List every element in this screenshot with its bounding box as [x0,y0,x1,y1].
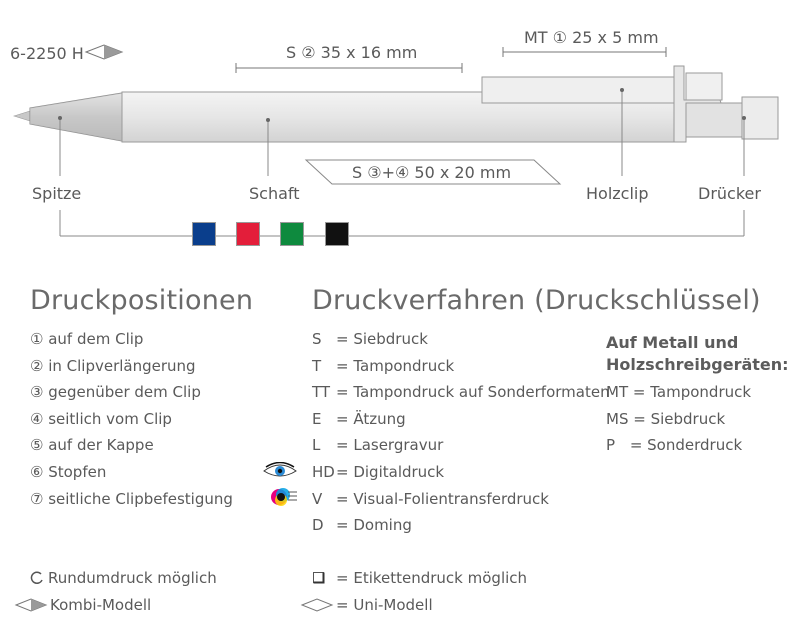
visual-transfer-icon [270,485,298,509]
article-number: 6-2250 H [10,44,84,63]
method-desc: = Digitaldruck [336,463,445,481]
combi-model-icon [86,45,122,59]
pen-illustration [0,0,800,260]
method-code: TT [312,383,331,401]
position-item: ⑦ seitliche Clipbefestigung [30,490,233,508]
label-tip: Spitze [32,184,82,203]
label-clip: Holzclip [586,184,649,203]
color-swatch-green[interactable] [280,222,304,246]
eye-icon [262,462,298,480]
method-desc: = Tampondruck auf Sonderformaten [336,383,610,401]
method-code: L [312,436,321,454]
method-desc: = Doming [336,516,412,534]
legend-round-print: Rundumdruck möglich [48,569,217,587]
metal-title: Auf Metall und Holzschreibgeräten: [606,333,789,374]
combi-legend-icon [14,598,48,612]
positions-title: Druckpositionen [30,285,254,316]
position-item: ③ gegenüber dem Clip [30,383,201,401]
label-shaft: Schaft [249,184,300,203]
uni-model-icon [300,598,334,612]
label-button: Drücker [698,184,761,203]
position-item: ② in Clipverlängerung [30,357,196,375]
method-code: HD [312,463,335,481]
dimension-clip: MT ① 25 x 5 mm [524,28,659,47]
methods-title: Druckverfahren (Druckschlüssel) [312,285,761,316]
position-item: ④ seitlich vom Clip [30,410,172,428]
method-code: V [312,490,323,508]
pen-tip [14,93,122,141]
method-desc: = Siebdruck [336,330,428,348]
dimension-shaft: S ② 35 x 16 mm [286,43,418,62]
color-swatch-blue[interactable] [192,222,216,246]
metal-item: MS = Siebdruck [606,410,726,428]
dimension-side: S ③+④ 50 x 20 mm [352,163,512,182]
pen-push-button [686,97,778,139]
method-code: E [312,410,322,428]
metal-item: P = Sonderdruck [606,436,743,454]
method-code: T [312,357,322,375]
method-code: D [312,516,324,534]
legend-uni-model: = Uni-Modell [336,596,433,614]
color-swatch-red[interactable] [236,222,260,246]
method-desc: = Tampondruck [336,357,455,375]
method-desc: = Lasergravur [336,436,444,454]
method-desc: = Visual-Folientransferdruck [336,490,549,508]
method-code: S [312,330,322,348]
position-item: ⑥ Stopfen [30,463,107,481]
label-print-icon [312,571,326,585]
position-item: ⑤ auf der Kappe [30,436,154,454]
legend-combi-model: Kombi-Modell [50,596,152,614]
position-item: ① auf dem Clip [30,330,144,348]
legend-label-print: = Etikettendruck möglich [336,569,528,587]
color-swatch-black[interactable] [325,222,349,246]
method-desc: = Ätzung [336,410,406,428]
round-print-icon [30,571,44,585]
metal-item: MT = Tampondruck [606,383,752,401]
